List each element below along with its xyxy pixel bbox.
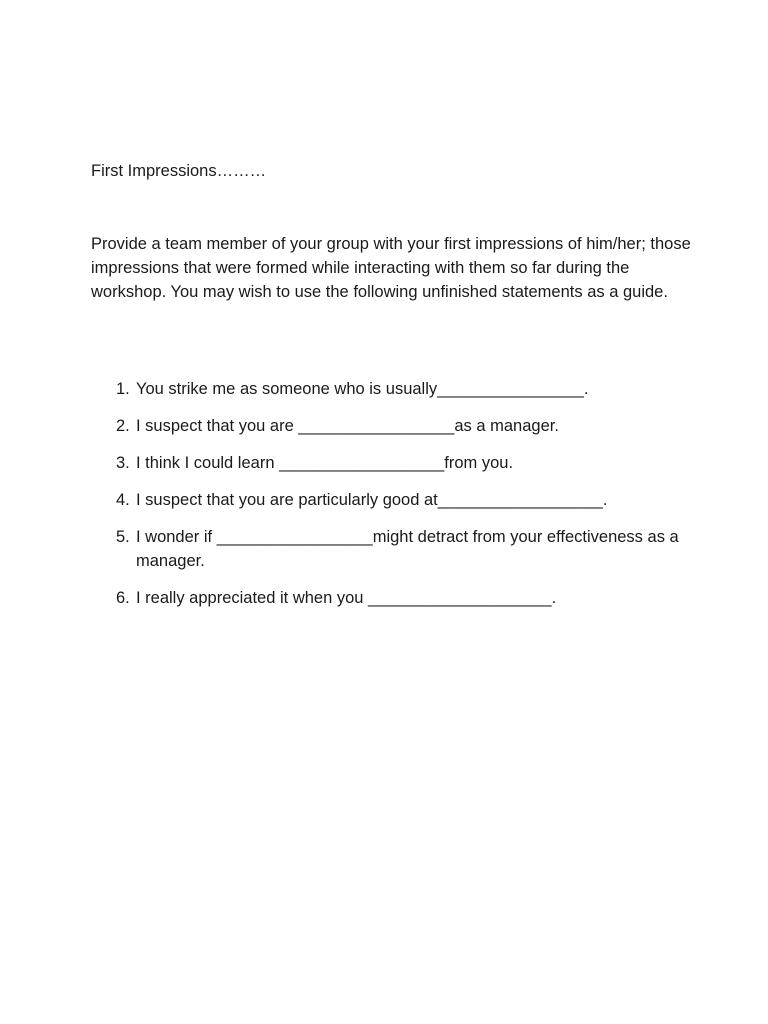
list-item: [91, 414, 691, 438]
list-item-number: 3.: [116, 454, 130, 472]
list-item: [91, 377, 691, 401]
list-item: [91, 451, 691, 475]
list-item-text: I really appreciated it when you ____________________.: [136, 589, 557, 607]
list-item-number: 6.: [116, 589, 130, 607]
list-item-number: 4.: [116, 491, 130, 509]
list-item: [91, 586, 691, 610]
list-item-text: You strike me as someone who is usually________________.: [136, 380, 589, 398]
list-item-text: I suspect that you are particularly good at__________________.: [136, 491, 608, 509]
list-item: [91, 488, 691, 512]
list-item-text: I wonder if _________________might detract from your effectiveness as a manager.: [136, 528, 684, 570]
list-item-text: I think I could learn __________________from you.: [136, 454, 514, 472]
statement-list: [91, 377, 691, 623]
intro-paragraph: Provide a team member of your group with your first impressions of him/her; those impressions that were formed while interacting with them so far during the workshop. You may wish to use the following unfinished statements as a guide.: [91, 235, 691, 301]
list-item-number: 2.: [116, 417, 130, 435]
document-title: First Impressions………: [91, 162, 267, 180]
list-item-number: 1.: [116, 380, 130, 398]
list-item-number: 5.: [116, 528, 130, 546]
list-item-text: I suspect that you are _________________as a manager.: [136, 417, 559, 435]
list-item: [91, 525, 691, 573]
